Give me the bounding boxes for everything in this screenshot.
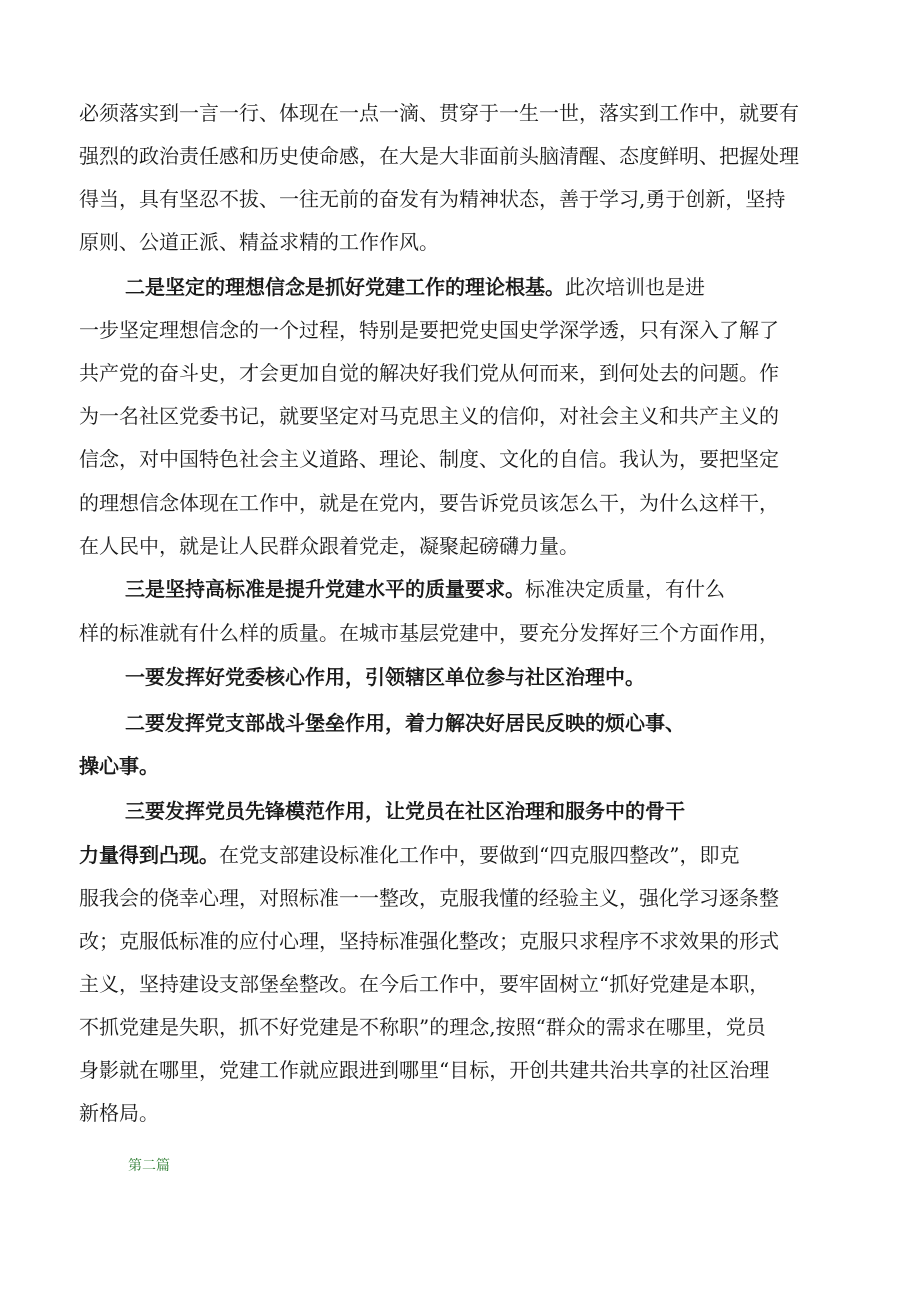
- paragraph-line: 主义，坚持建设支部堡垒整改。在今后工作中，要牢固树立“抓好党建是本职，: [79, 972, 770, 996]
- list-item: 一要发挥好党委核心作用，引领辖区单位参与社区治理中。: [125, 665, 645, 689]
- paragraph-line: 在人民中，就是让人民群众跟着党走，凝聚起磅礴力量。: [79, 534, 579, 558]
- paragraph-line: 服我会的侥幸心理，对照标准一一整改，克服我懂的经验主义，强化学习逐条整: [79, 886, 779, 910]
- paragraph-line: 强烈的政治责任感和历史使命感，在大是大非面前头脑清醒、态度鲜明、把握处理: [79, 144, 799, 168]
- paragraph-line: 共产党的奋斗史，才会更加自觉的解决好我们党从何而来，到何处去的问题。作: [79, 361, 779, 385]
- paragraph-text: 在党支部建设标准化工作中，要做到“四克服四整改”，即克: [219, 843, 740, 867]
- section-label: 第二篇: [128, 1158, 170, 1174]
- paragraph-line: 必须落实到一言一行、体现在一点一滴、贯穿于一生一世，落实到工作中，就要有: [79, 101, 799, 125]
- list-item: 二要发挥党支部战斗堡垒作用，着力解决好居民反映的烦心事、: [125, 711, 685, 735]
- paragraph-line: 的理想信念体现在工作中，就是在党内，要告诉党员该怎么干，为什么这样干，: [79, 491, 779, 515]
- paragraph-line: [125, 575, 725, 603]
- paragraph-line: 改；克服低标准的应付心理，坚持标准强化整改；克服只求程序不求效果的形式: [79, 929, 779, 953]
- list-item-continuation: 力量得到凸现。: [79, 843, 219, 867]
- section-heading: 三是坚持高标准是提升党建水平的质量要求。: [125, 577, 525, 601]
- paragraph-text: 此次培训也是进: [565, 275, 705, 299]
- section-heading: 二是坚定的理想信念是抓好党建工作的理论根基。: [125, 275, 565, 299]
- paragraph-line: [125, 273, 705, 301]
- paragraph-line: 原则、公道正派、精益求精的工作作风。: [79, 230, 439, 254]
- paragraph-line: 身影就在哪里，党建工作就应跟进到哪里“目标，开创共建共治共享的社区治理: [79, 1058, 770, 1082]
- paragraph-line: 一步坚定理想信念的一个过程，特别是要把党史国史学深学透，只有深入了解了: [79, 318, 779, 342]
- paragraph-line: 新格局。: [79, 1101, 159, 1125]
- paragraph-line: 不抓党建是失职，抓不好党建是不称职”的理念,按照“群众的需求在哪里，党员: [79, 1015, 766, 1039]
- paragraph-line: [79, 841, 739, 869]
- paragraph-line: 样的标准就有什么样的质量。在城市基层党建中，要充分发挥好三个方面作用，: [79, 621, 779, 645]
- paragraph-line: 得当，具有坚忍不拔、一往无前的奋发有为精神状态，善于学习,勇于创新，坚持: [79, 187, 786, 211]
- list-item: 三要发挥党员先锋模范作用，让党员在社区治理和服务中的骨干: [125, 799, 685, 823]
- list-item: 操心事。: [79, 754, 159, 778]
- paragraph-line: 为一名社区党委书记，就要坚定对马克思主义的信仰，对社会主义和共产主义的: [79, 404, 779, 428]
- paragraph-line: 信念，对中国特色社会主义道路、理论、制度、文化的自信。我认为，要把坚定: [79, 447, 779, 471]
- paragraph-text: 标准决定质量，有什么: [525, 577, 725, 601]
